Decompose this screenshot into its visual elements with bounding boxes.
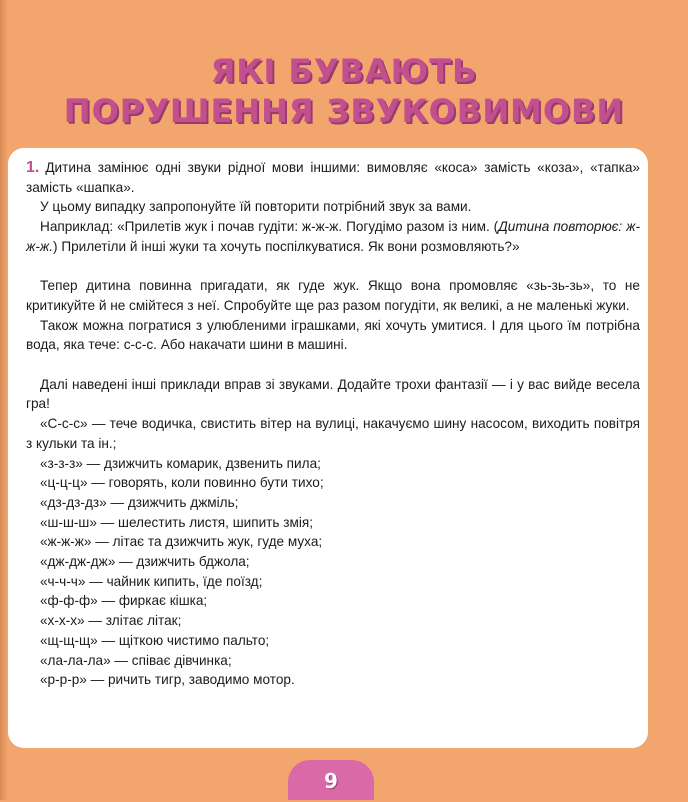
example-item: «х-х-х» — злітає літак; <box>40 613 182 629</box>
example-item: «С-с-с» — тече водичка, свистить вітер на вулиці, накачуємо шину насосом, виходить повітря з кульки та ін.; <box>26 416 640 451</box>
example-item: «р-р-р» — ричить тигр, заводимо мотор. <box>40 672 295 688</box>
content-card <box>8 148 648 748</box>
example-item: «ф-ф-ф» — фиркає кішка; <box>40 593 208 609</box>
spacer <box>26 355 640 375</box>
example-item: «щ-щ-щ» — щіткою чистимо пальто; <box>40 632 270 648</box>
example-paragraph: Наприклад: «Прилетів жук і почав гудіти: ж-ж-ж. Погудімо разом із ним. (Дитина повторює: ж-ж-ж.) Прилетіли й інші жуки та хочуть поспілкуватися. Як вони розмовляють?» <box>26 219 641 254</box>
page-title-line-1: ЯКІ БУВАЮТЬ <box>210 52 478 90</box>
spacer <box>26 257 640 277</box>
page-title-line-2: ПОРУШЕННЯ ЗВУКОВИМОВИ <box>63 92 625 130</box>
example-item: «з-з-з» — дзижчить комарик, дзвенить пила; <box>40 455 321 471</box>
example-item: «ла-ла-ла» — співає дівчинка; <box>40 652 232 668</box>
example-item: «ч-ч-ч» — чайник кипить, їде поїзд; <box>40 573 263 589</box>
toys-paragraph: Також можна погратися з улюбленими іграшками, які хочуть умитися. І для цього їм потрібна вода, яка тече: с-с-с. Або накачати шини в машині. <box>26 317 640 353</box>
advice-paragraph: У цьому випадку запропонуйте їй повторити потрібний звук за вами. <box>40 199 472 215</box>
intro-paragraph: 1. Дитина замінює одні звуки рідної мови іншими: вимовляє «коса» замість «коза», «тапка» замість «шапка». <box>26 159 640 195</box>
remember-paragraph: Тепер дитина повинна пригадати, як гуде жук. Якщо вона промовляє «зь-зь-зь», то не критикуйте й не смійтеся з неї. Спробуйте ще раз разом погудіти, як великі, а не маленькі жуки. <box>26 278 640 313</box>
section-number: 1. <box>26 159 40 176</box>
more-paragraph: Далі наведені інші приклади вправ зі звуками. Додайте трохи фантазії — і у вас вийде весела гра! <box>26 376 640 412</box>
content-text <box>26 158 640 690</box>
page-number-badge: 9 <box>288 760 374 800</box>
example-item: «дж-дж-дж» — дзижчить бджола; <box>40 554 250 570</box>
example-item: «дз-дз-дз» — дзижчить джміль; <box>40 494 239 510</box>
example-item: «ж-ж-ж» — літає та дзижчить жук, гуде муха; <box>40 534 323 550</box>
example-item: «ш-ш-ш» — шелестить листя, шипить змія; <box>40 514 313 530</box>
example-item: «ц-ц-ц» — говорять, коли повинно бути тихо; <box>40 475 324 491</box>
